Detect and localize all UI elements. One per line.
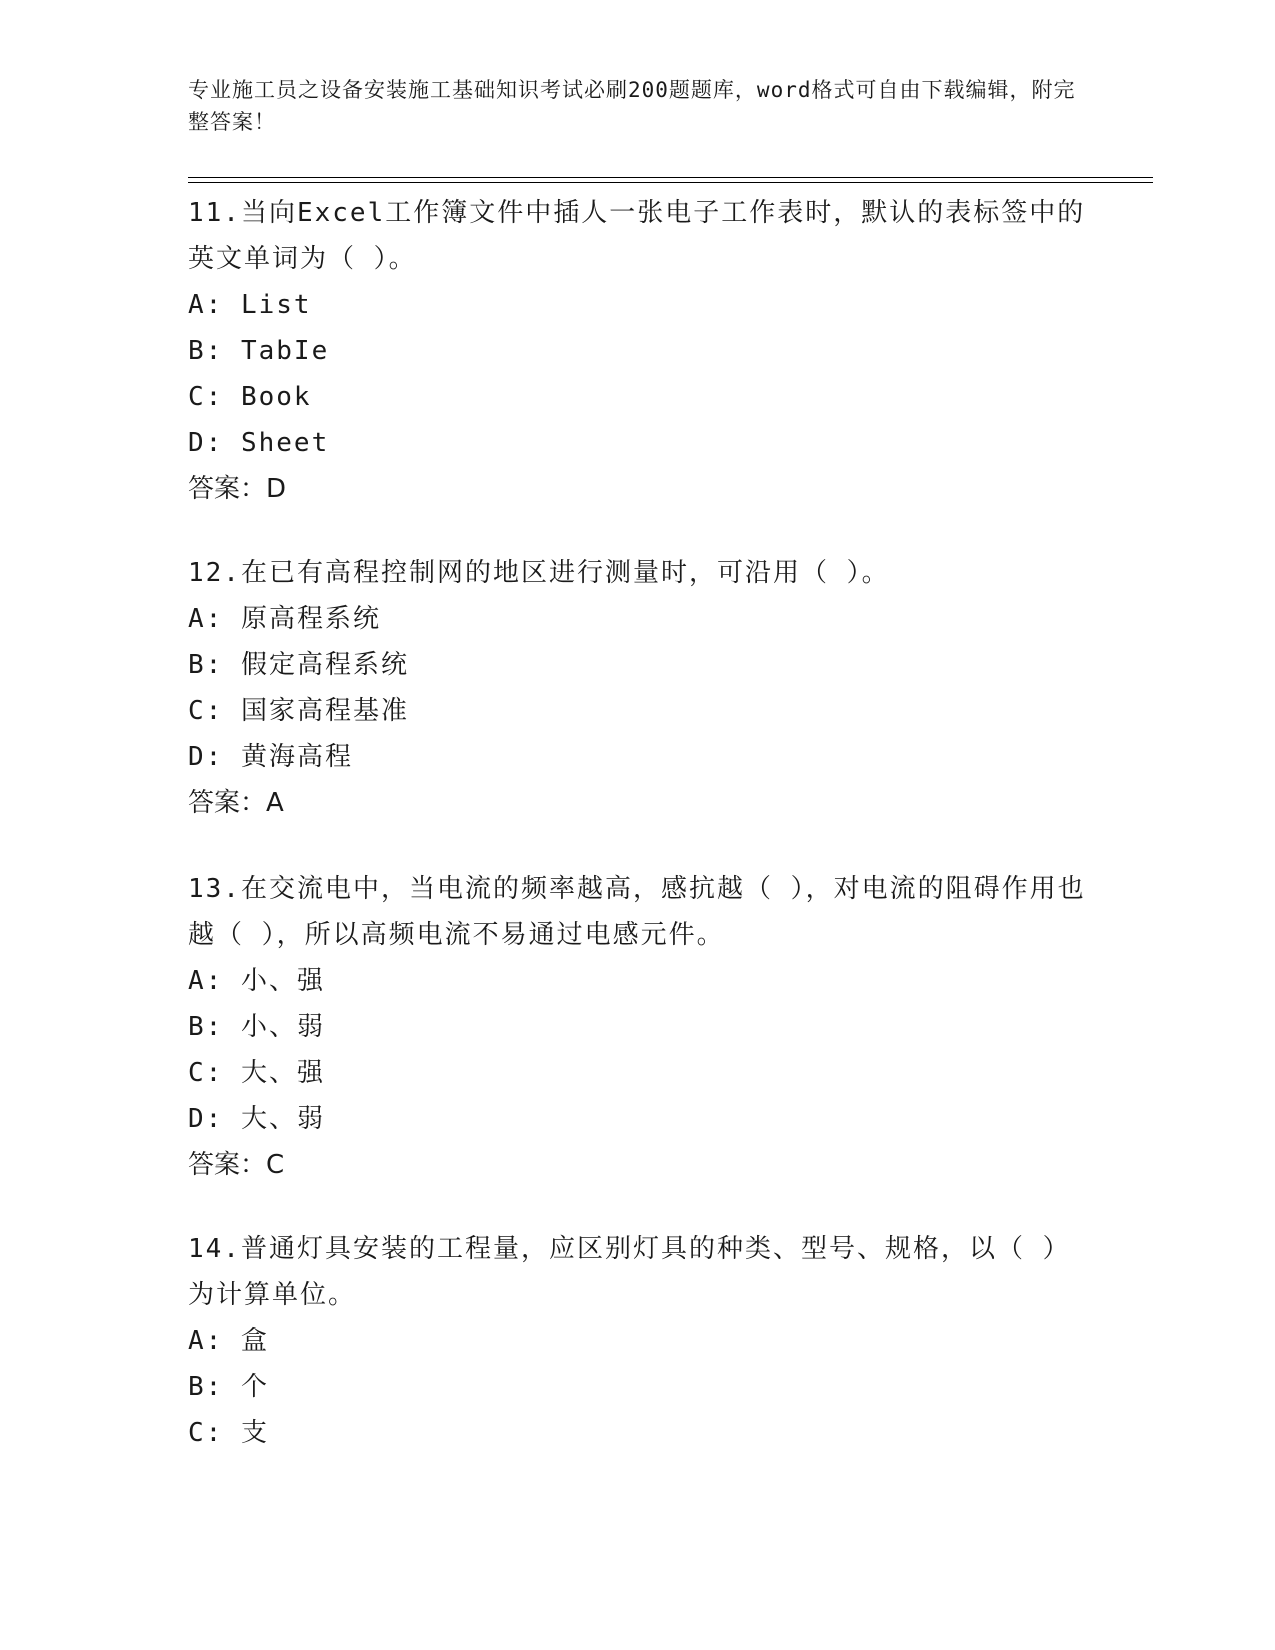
option-d: D: 黄海高程 bbox=[188, 742, 353, 772]
option-c: C: 国家高程基准 bbox=[188, 696, 409, 726]
question-stem: 11.当向Excel工作簿文件中插人一张电子工作表时，默认的表标签中的英文单词为（ ）。 bbox=[188, 198, 1086, 274]
option-a: A: 盒 bbox=[188, 1326, 269, 1356]
answer: 答案：D bbox=[188, 474, 287, 504]
question-13 bbox=[188, 866, 1088, 1188]
document-header: 专业施工员之设备安装施工基础知识考试必刷200题题库，word格式可自由下载编辑，附完整答案！ bbox=[188, 78, 1076, 134]
option-d: D: Sheet bbox=[188, 428, 330, 458]
option-c: C: Book bbox=[188, 382, 312, 412]
question-11 bbox=[188, 190, 1088, 512]
question-12 bbox=[188, 550, 1088, 826]
question-stem: 13.在交流电中，当电流的频率越高，感抗越（ ），对电流的阻碍作用也越（ ），所以高频电流不易通过电感元件。 bbox=[188, 874, 1086, 950]
option-c: C: 支 bbox=[188, 1418, 269, 1448]
option-a: A: 原高程系统 bbox=[188, 604, 381, 634]
question-stem: 14.普通灯具安装的工程量，应区别灯具的种类、型号、规格，以（ ）为计算单位。 bbox=[188, 1234, 1071, 1310]
option-c: C: 大、强 bbox=[188, 1058, 325, 1088]
question-14 bbox=[188, 1226, 1088, 1456]
option-a: A: 小、强 bbox=[188, 966, 325, 996]
option-b: B: 小、弱 bbox=[188, 1012, 325, 1042]
question-stem: 12.在已有高程控制网的地区进行测量时，可沿用（ ）。 bbox=[188, 558, 890, 588]
option-d: D: 大、弱 bbox=[188, 1104, 325, 1134]
option-b: B: TabIe bbox=[188, 336, 330, 366]
header-divider-top bbox=[188, 177, 1153, 178]
option-b: B: 假定高程系统 bbox=[188, 650, 409, 680]
answer: 答案：C bbox=[188, 1150, 285, 1180]
option-b: B: 个 bbox=[188, 1372, 269, 1402]
header-divider-bottom bbox=[188, 182, 1153, 183]
option-a: A: List bbox=[188, 290, 312, 320]
answer: 答案：A bbox=[188, 788, 284, 818]
